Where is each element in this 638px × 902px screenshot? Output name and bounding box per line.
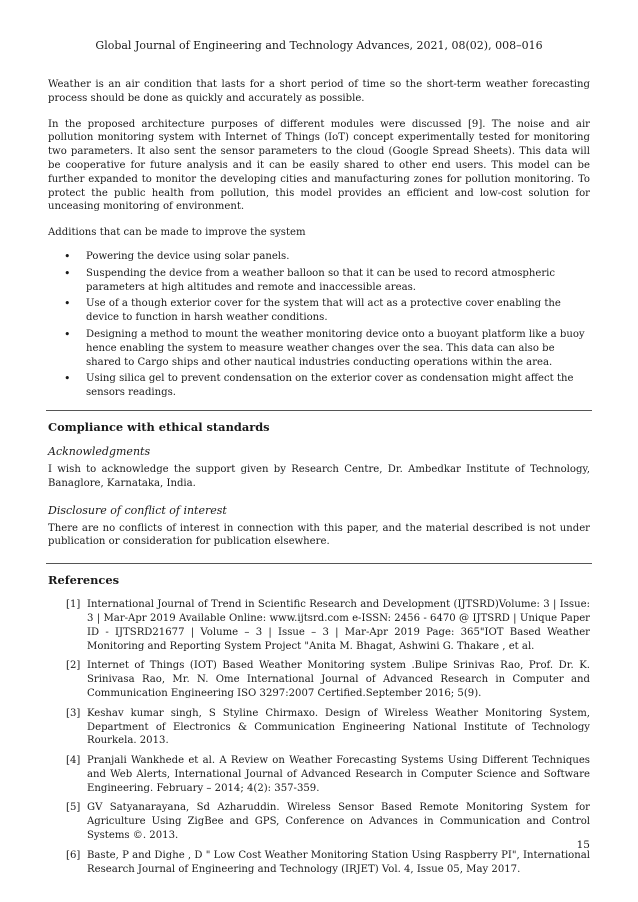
additions-intro: Additions that can be made to improve the system xyxy=(48,227,306,239)
reference-text: Internet of Things (IOT) Based Weather Monitoring system .Bulipe Srinivas Rao, Prof. Dr. K. Srinivasa Rao, Mr. N. Ome International Journal of Advanced Research in Computer and Communication Engineering ISO 3297:2007 Certified.September 2016; 5(9). xyxy=(87,660,590,699)
list-item-text: Use of a though exterior cover for the system that will act as a protective cover enabling the device to function in harsh weather conditions. xyxy=(86,298,561,324)
acknowledgments-title: Acknowledgments xyxy=(48,444,151,458)
bullet-icon: • xyxy=(64,266,71,280)
reference-item xyxy=(48,598,590,653)
bullet-icon: • xyxy=(64,372,71,386)
reference-number: [2] xyxy=(66,660,81,672)
bullet-icon: • xyxy=(64,297,71,311)
bullet-icon: • xyxy=(64,327,71,341)
list-item-text: Suspending the device from a weather balloon so that it can be used to record atmospheric parameters at high altitudes and remote and inaccessible areas. xyxy=(86,267,556,293)
section-divider xyxy=(46,410,592,411)
list-item xyxy=(64,266,590,295)
reference-text: Pranjali Wankhede et al. A Review on Weather Forecasting Systems Using Different Techniques and Web Alerts, International Journal of Advanced Research in Computer Science and Software Engineering. February – 2014; 4(2): 357-359. xyxy=(87,755,590,794)
improvements-list xyxy=(48,250,590,400)
page-number: 15 xyxy=(576,839,590,851)
conflict-of-interest-text: There are no conflicts of interest in connection with this paper, and the material described is not under publication or consideration for publication elsewhere. xyxy=(48,522,590,548)
reference-item xyxy=(48,754,590,795)
list-item-text: Powering the device using solar panels. xyxy=(86,250,290,262)
list-item xyxy=(64,297,590,325)
page-content xyxy=(48,78,590,882)
reference-number: [4] xyxy=(66,755,81,767)
architecture-paragraph: In the proposed architecture purposes of different modules were discussed [9]. The noise and air pollution monitoring system with Internet of Things (IoT) concept experimentally tested for monitoring two parameters. It also sent the sensor parameters to the cloud (Google Spread Sheets). This data will be cooperative for future analysis and it can be easily shared to other end users. This model can be further expanded to monitor the developing cities and manufacturing zones for pollution monitoring. To protect the public health from pollution, this model provides an efficient and low-cost solution for unceasing monitoring of environment. xyxy=(48,118,590,213)
references-title: References xyxy=(48,573,119,588)
list-item-text: Using silica gel to prevent condensation on the exterior cover as condensation might affect the sensors readings. xyxy=(86,373,574,399)
list-item xyxy=(64,327,590,369)
running-header: Global Journal of Engineering and Technology Advances, 2021, 08(02), 008–016 xyxy=(95,39,543,52)
reference-text: Baste, P and Dighe , D " Low Cost Weather Monitoring Station Using Raspberry PI", International Research Journal of Engineering and Technology (IRJET) Vol. 4, Issue 05, May 2017. xyxy=(87,849,590,875)
reference-text: Keshav kumar singh, S Styline Chirmaxo. Design of Wireless Weather Monitoring System, Department of Electronics & Communication Engineering National Institute of Technology Rourkela. 2013. xyxy=(87,707,590,747)
bullet-icon: • xyxy=(64,249,71,263)
reference-number: [6] xyxy=(66,849,81,861)
reference-number: [5] xyxy=(66,802,81,814)
acknowledgments-text: I wish to acknowledge the support given by Research Centre, Dr. Ambedkar Institute of Technology, Banaglore, Karnataka, India. xyxy=(48,463,590,489)
list-item-text: Designing a method to mount the weather monitoring device onto a buoyant platform like a buoy hence enabling the system to measure weather changes over the sea. This data can also be shared to Cargo ships and other nautical industries conducting operations within the area. xyxy=(86,328,585,368)
list-item xyxy=(64,372,590,400)
list-item xyxy=(64,249,590,264)
conflict-of-interest-title: Disclosure of conflict of interest xyxy=(48,503,227,517)
reference-text: International Journal of Trend in Scientific Research and Development (IJTSRD)Volume: 3 | Issue: 3 | Mar-Apr 2019 Available Online: www.ijtsrd.com e-ISSN: 2456 - 6470 @ IJTSRD | Unique Paper ID - IJTSRD21677 | Volume – 3 | Issue – 3 | Mar-Apr 2019 Page: 365"IOT Based Weather Monitoring and Reporting System Project "Anita M. Bhagat, Ashwini G. Thakare , et al. xyxy=(87,599,590,652)
reference-item xyxy=(48,659,590,700)
section-divider xyxy=(46,563,592,564)
reference-item xyxy=(48,849,590,877)
ethics-section-title: Compliance with ethical standards xyxy=(48,419,270,434)
reference-item xyxy=(48,707,590,748)
references-list xyxy=(48,598,590,876)
reference-number: [3] xyxy=(66,707,81,719)
reference-text: GV Satyanarayana, Sd Azharuddin. Wireless Sensor Based Remote Monitoring System for Agriculture Using ZigBee and GPS, Conference on Advances in Communication and Control Systems ©. 2013. xyxy=(87,802,590,842)
reference-item xyxy=(48,801,590,842)
reference-number: [1] xyxy=(66,599,81,611)
intro-paragraph: Weather is an air condition that lasts for a short period of time so the short-term weather forecasting process should be done as quickly and accurately as possible. xyxy=(48,79,590,104)
